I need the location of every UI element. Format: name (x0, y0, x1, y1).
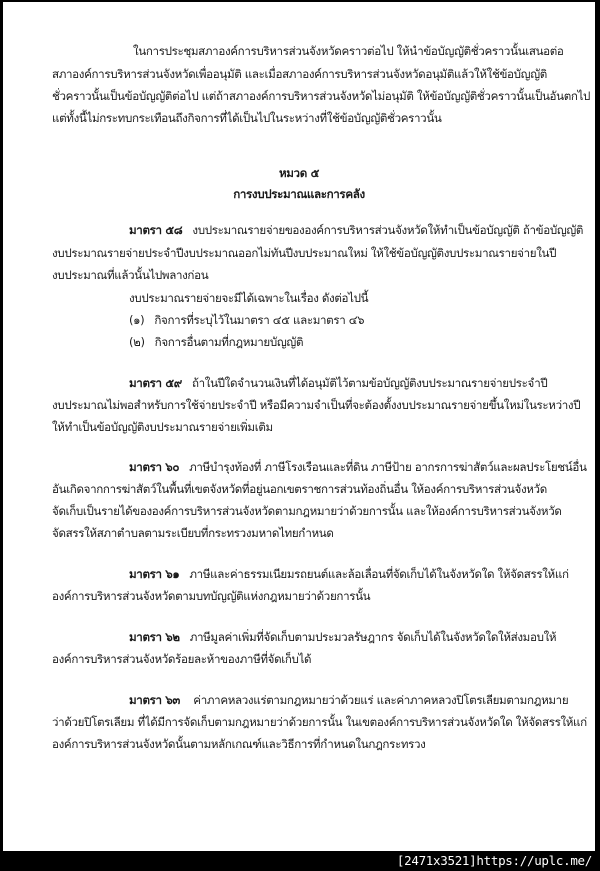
section-63-label: มาตรา ๖๓ (129, 693, 180, 707)
section-58-line-3: งบประมาณที่แล้วนั้นไปพลางก่อน (52, 268, 209, 282)
section-58-text: งบประมาณรายจ่ายขององค์การบริหารส่วนจังหวัดให้ทำเป็นข้อบัญญัติ ถ้าข้อบัญญัติ (192, 223, 584, 237)
chapter-number: หมวด ๕ (278, 166, 320, 180)
section-58-first-line (129, 222, 583, 238)
section-60-label: มาตรา ๖๐ (129, 460, 180, 474)
section-61-label: มาตรา ๖๑ (129, 567, 180, 581)
section-61-line-2: องค์การบริหารส่วนจังหวัดตามบทบัญญัติแห่งกฎหมายว่าด้วยการนั้น (52, 589, 371, 603)
section-63-line-2: ว่าด้วยปิโตรเลียม ที่ได้มีการจัดเก็บตามกฎหมายว่าด้วยการนั้น ในเขตองค์การบริหารส่วนจังหวัดใด ให้จัดสรรให้แก่ (52, 715, 587, 729)
section-60-first-line (129, 459, 587, 475)
section-58-sub-intro: งบประมาณรายจ่ายจะมีได้เฉพาะในเรื่อง ดังต่อไปนี้ (129, 291, 369, 305)
section-62-label: มาตรา ๖๒ (129, 630, 180, 644)
section-61-text: ภาษีและค่าธรรมเนียมรถยนต์และล้อเลื่อนที่จัดเก็บได้ในจังหวัดใด ให้จัดสรรให้แก่ (189, 567, 569, 581)
section-62-text: ภาษีมูลค่าเพิ่มที่จัดเก็บตามประมวลรัษฎากร จัดเก็บได้ในจังหวัดใดให้ส่งมอบให้ (189, 630, 557, 644)
item-number: (๑) (129, 313, 145, 327)
item-text: กิจการอื่นตามที่กฎหมายบัญญัติ (154, 335, 304, 349)
section-60-line-4: จัดสรรให้สภาตำบลตามระเบียบที่กระทรวงมหาดไทยกำหนด (52, 526, 334, 540)
intro-line-4: แต่ทั้งนี้ไม่กระทบกระเทือนถึงกิจการที่ได้เป็นไปในระหว่างที่ใช้ข้อบัญญัติชั่วคราวนั้น (52, 111, 442, 125)
section-61-first-line (129, 566, 569, 582)
section-62-first-line (129, 629, 556, 645)
section-63-first-line (129, 692, 568, 708)
section-58-item-2 (129, 334, 303, 350)
document-page (3, 2, 595, 851)
section-60-text: ภาษีบำรุงท้องที่ ภาษีโรงเรือนและที่ดิน ภาษีป้าย อากรการฆ่าสัตว์และผลประโยชน์อื่น (189, 460, 587, 474)
section-60-line-2: อันเกิดจากการฆ่าสัตว์ในพื้นที่เขตจังหวัดที่อยู่นอกเขตราชการส่วนท้องถิ่นอื่น ให้องค์การบริหารส่วนจังหวัด (52, 482, 547, 496)
section-58-item-1 (129, 312, 364, 328)
item-text: กิจการที่ระบุไว้ในมาตรา ๔๕ และมาตรา ๔๖ (154, 313, 365, 327)
section-58-line-2: งบประมาณรายจ่ายประจำปีงบประมาณออกไม่ทันปีงบประมาณใหม่ ให้ใช้ข้อบัญญัติงบประมาณรายจ่ายในปี (52, 246, 557, 260)
section-60-line-3: จัดเก็บเป็นรายได้ขององค์การบริหารส่วนจังหวัดตามกฎหมายว่าด้วยการนั้น และให้องค์การบริหารส่วนจังหวัด (52, 504, 562, 518)
section-59-line-2: งบประมาณไม่พอสำหรับการใช้จ่ายประจำปี หรือมีความจำเป็นที่จะต้องตั้งงบประมาณรายจ่ายขึ้นใหม่ในระหว่างปี (52, 398, 581, 412)
section-59-text: ถ้าในปีใดจำนวนเงินที่ได้อนุมัติไว้ตามข้อบัญญัติงบประมาณรายจ่ายประจำปี (191, 376, 548, 390)
intro-line-1: ในการประชุมสภาองค์การบริหารส่วนจังหวัดคราวต่อไป ให้นำข้อบัญญัติชั่วคราวนั้นเสนอต่อ (133, 44, 564, 58)
section-63-line-3: องค์การบริหารส่วนจังหวัดนั้นตามหลักเกณฑ์และวิธีการที่กำหนดในกฎกระทรวง (52, 737, 426, 751)
section-63-text: ค่าภาคหลวงแร่ตามกฎหมายว่าด้วยแร่ และค่าภาคหลวงปิโตรเลียมตามกฎหมาย (193, 693, 569, 707)
section-58-label: มาตรา ๕๘ (129, 223, 183, 237)
intro-line-3: ชั่วคราวนั้นเป็นข้อบัญญัติต่อไป แต่ถ้าสภาองค์การบริหารส่วนจังหวัดไม่อนุมัติ ให้ข้อบัญญัติชั่วคราวนั้นเป็นอันตกไป (52, 89, 591, 103)
intro-line-2: สภาองค์การบริหารส่วนจังหวัดเพื่ออนุมัติ และเมื่อสภาองค์การบริหารส่วนจังหวัดอนุมัติแล้วให้ใช้ข้อบัญญัติ (52, 67, 547, 81)
section-59-label: มาตรา ๕๙ (129, 376, 182, 390)
item-number: (๒) (129, 335, 145, 349)
image-watermark: [2471x3521]https://uplc.me/ (396, 853, 592, 868)
section-59-first-line (129, 375, 547, 391)
section-62-line-2: องค์การบริหารส่วนจังหวัดร้อยละห้าของภาษีที่จัดเก็บได้ (52, 652, 312, 666)
section-59-line-3: ให้ทำเป็นข้อบัญญัติงบประมาณรายจ่ายเพิ่มเติม (52, 420, 273, 434)
chapter-title: การงบประมาณและการคลัง (233, 187, 365, 201)
